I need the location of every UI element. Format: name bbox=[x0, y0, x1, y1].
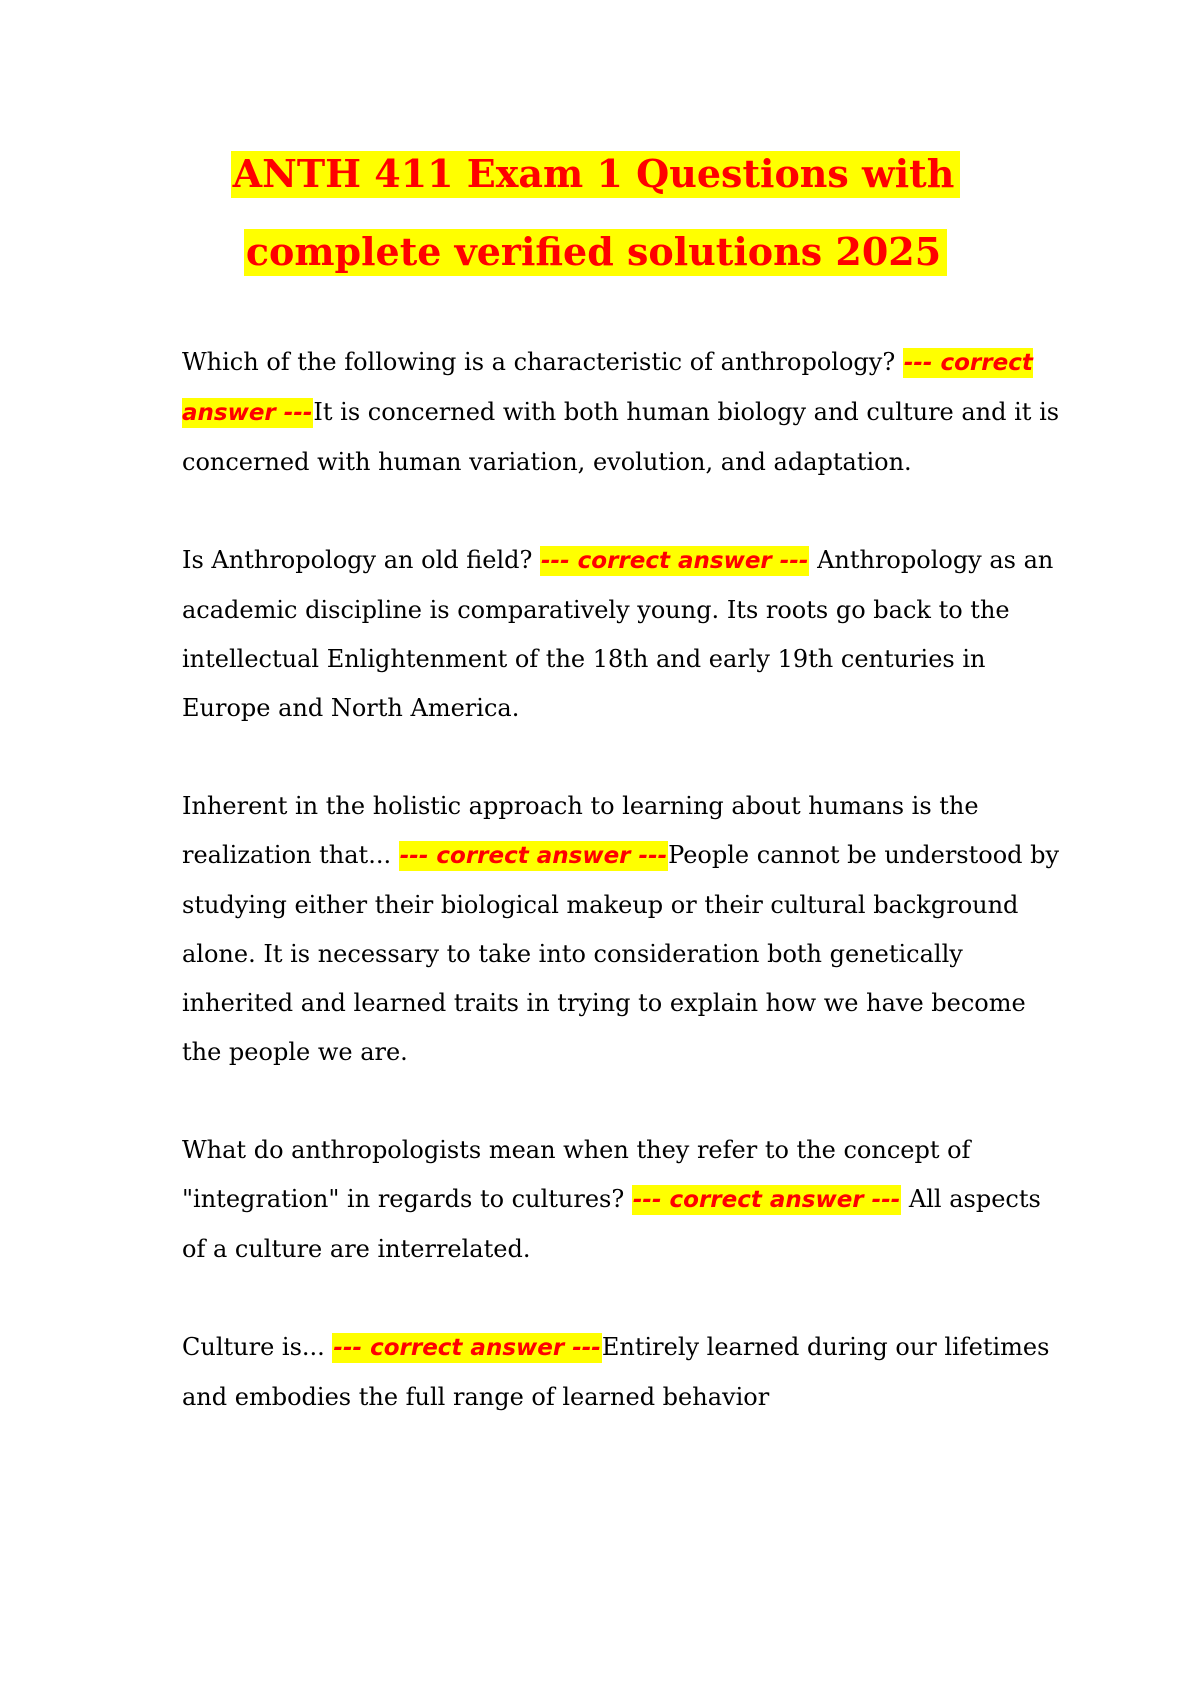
qa-item bbox=[182, 338, 1062, 487]
answer-text: It is concerned with both human biology and culture and it is concerned with human variation, evolution, and adaptation. bbox=[182, 398, 1060, 476]
qa-list bbox=[182, 338, 1062, 1471]
qa-item bbox=[182, 782, 1062, 1077]
question-text: Culture is... bbox=[182, 1333, 325, 1361]
question-text: Is Anthropology an old field? bbox=[182, 546, 533, 574]
answer-text: Anthropology as an academic discipline is comparatively young. Its roots go back to the intellectual Enlightenment of the 18th and early 19th centuries in Europe and North America. bbox=[182, 546, 1054, 722]
document-title bbox=[150, 135, 1041, 291]
qa-item bbox=[182, 1126, 1062, 1274]
answer-text: People cannot be understood by studying either their biological makeup or their cultural background alone. It is necessary to take into consideration both genetically inherited and learned traits in trying to explain how we have become the people we are. bbox=[182, 841, 1060, 1066]
title-line-1: ANTH 411 Exam 1 Questions with bbox=[231, 151, 961, 198]
answer-marker: --- correct answer --- bbox=[399, 843, 668, 869]
qa-item bbox=[182, 1323, 1062, 1422]
title-line-2: complete verified solutions 2025 bbox=[244, 229, 947, 276]
answer-marker: --- correct answer --- bbox=[541, 548, 809, 574]
answer-text: Entirely learned during our lifetimes and embodies the full range of learned behavior bbox=[182, 1333, 1050, 1411]
qa-item bbox=[182, 536, 1062, 733]
question-text: Inherent in the holistic approach to learning about humans is the realization that... bbox=[182, 792, 979, 869]
question-text: What do anthropologists mean when they refer to the concept of "integration" in regards to cultures? bbox=[182, 1136, 971, 1213]
answer-marker: --- correct answer --- bbox=[182, 350, 1033, 426]
answer-marker: --- correct answer --- bbox=[333, 1335, 601, 1361]
answer-text: All aspects of a culture are interrelated. bbox=[182, 1185, 1041, 1263]
question-text: Which of the following is a characteristic of anthropology? bbox=[182, 348, 896, 376]
answer-marker: --- correct answer --- bbox=[632, 1187, 901, 1213]
